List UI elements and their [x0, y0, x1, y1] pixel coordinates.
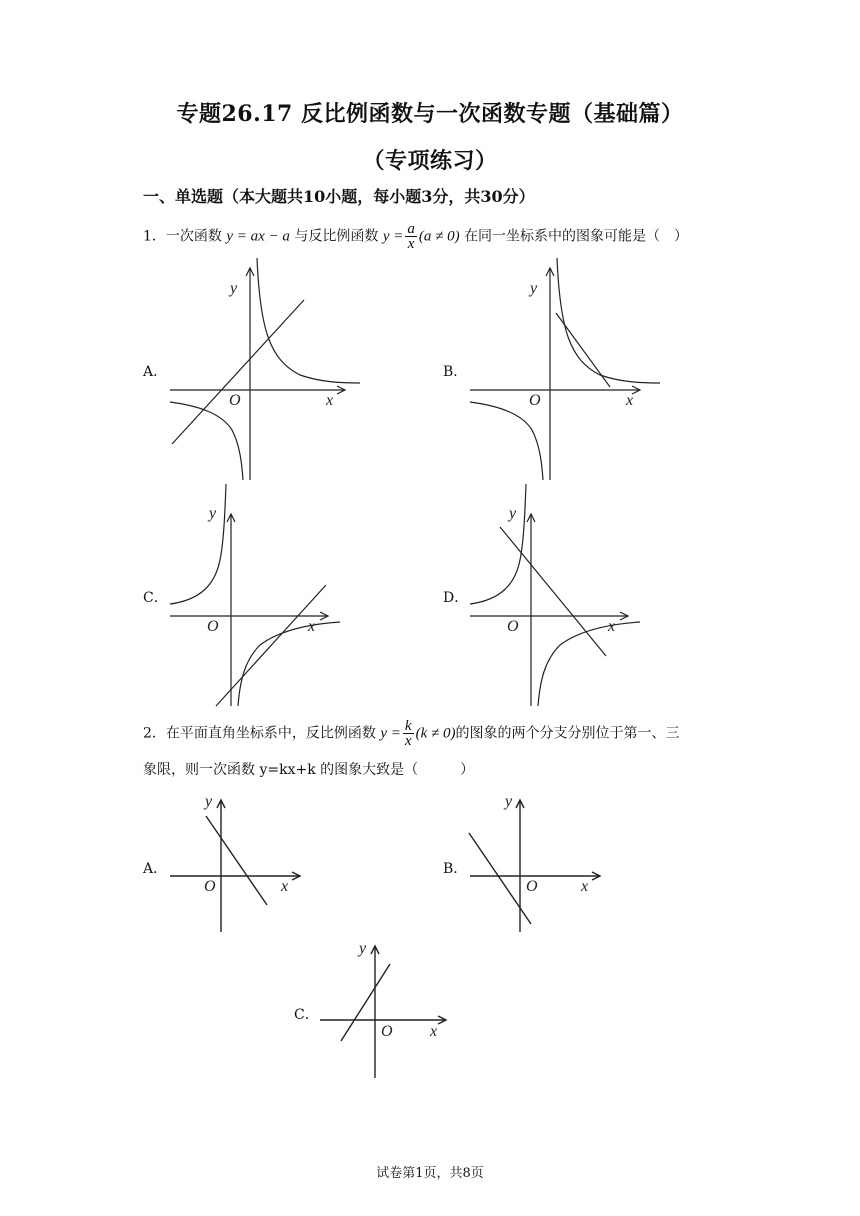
origin-label: O	[229, 392, 241, 409]
inverse-formula-lhs: y =	[380, 725, 401, 742]
option-label-d[interactable]: D．	[443, 590, 469, 606]
condition: (a ≠ 0)	[418, 228, 460, 245]
question-number: 1．	[143, 228, 166, 245]
axis-label-x: x	[608, 618, 616, 635]
option-label-c[interactable]: C．	[143, 590, 168, 606]
origin-label: O	[207, 618, 219, 635]
axis-label-x: x	[326, 392, 334, 409]
question-text: 在平面直角坐标系中，反比例函数	[165, 725, 376, 742]
origin-label: O	[526, 878, 538, 895]
page-footer: 试卷第1页，共8页	[376, 1166, 484, 1181]
axis-label-x: x	[281, 878, 289, 895]
question-text: 一次函数	[165, 228, 222, 245]
question-text: 与反比例函数	[294, 228, 379, 245]
option-label-b[interactable]: B．	[443, 364, 468, 380]
condition: (k ≠ 0)	[415, 725, 456, 742]
question-2-line-2: 象限，则一次函数 y=kx+k 的图象大致是（ ）	[143, 762, 475, 778]
inverse-formula-lhs: y =	[382, 228, 404, 245]
origin-label: O	[381, 1023, 393, 1040]
fraction-numerator: k	[404, 718, 412, 734]
axis-label-y: y	[505, 793, 513, 810]
question-text: 的图象的两个分支分别位于第一、三	[455, 725, 680, 742]
page-subtitle: （专项练习）	[362, 148, 498, 174]
axis-label-y: y	[509, 505, 517, 522]
axis-label-x: x	[430, 1023, 438, 1040]
origin-label: O	[529, 392, 541, 409]
axis-label-y: y	[359, 940, 367, 957]
linear-formula: y = ax − a	[226, 228, 290, 245]
page-title: 专题26.17 反比例函数与一次函数专题（基础篇）	[176, 101, 684, 127]
axis-label-y: y	[230, 280, 238, 297]
option-label-b[interactable]: B．	[443, 861, 468, 877]
option-label-c[interactable]: C．	[294, 1007, 319, 1023]
option-label-a[interactable]: A．	[143, 364, 168, 380]
question-number: 2．	[143, 725, 166, 742]
axis-label-y: y	[205, 793, 213, 810]
origin-label: O	[204, 878, 216, 895]
axis-label-y: y	[209, 505, 217, 522]
origin-label: O	[507, 618, 519, 635]
axis-label-x: x	[581, 878, 589, 895]
fraction-denominator: x	[407, 236, 415, 252]
axis-label-x: x	[308, 618, 316, 635]
fraction-denominator: x	[404, 733, 412, 749]
axis-label-y: y	[530, 280, 538, 297]
option-label-a[interactable]: A．	[143, 861, 168, 877]
section-heading: 一、单选题（本大题共10小题，每小题3分，共30分）	[143, 187, 535, 206]
fraction-numerator: a	[407, 221, 415, 237]
question-text: 在同一坐标系中的图象可能是（ ）	[464, 228, 689, 245]
axis-label-x: x	[626, 392, 634, 409]
